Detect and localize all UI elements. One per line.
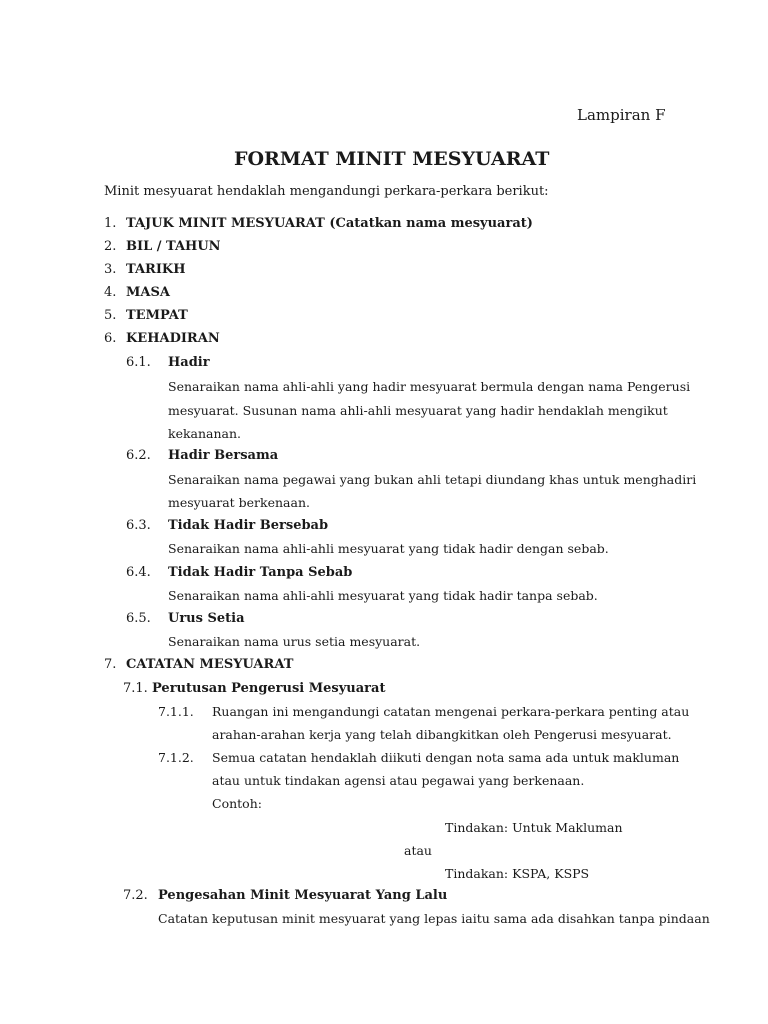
example-label: Contoh:: [212, 796, 262, 811]
subitem-6-3-number: 6.3.: [126, 518, 151, 533]
subitem-6-2-heading: Hadir Bersama: [168, 448, 279, 463]
item-7-text: CATATAN MESYUARAT: [126, 657, 294, 672]
subitem-6-1-line: Senaraikan nama ahli-ahli yang hadir mesyuarat bermula dengan nama Pengerusi: [168, 379, 691, 394]
subitem-6-5-line: Senaraikan nama urus setia mesyuarat.: [168, 634, 421, 649]
point-7-1-1-line: arahan-arahan kerja yang telah dibangkitkan oleh Pengerusi mesyuarat.: [212, 727, 672, 742]
subitem-6-2-line: Senaraikan nama pegawai yang bukan ahli tetapi diundang khas untuk menghadiri: [168, 472, 697, 487]
point-7-1-1-line: Ruangan ini mengandungi catatan mengenai perkara-perkara penting atau: [212, 704, 690, 719]
subitem-6-1-number: 6.1.: [126, 355, 151, 370]
subitem-6-1-line: kekananan.: [168, 426, 242, 441]
subitem-6-3-heading: Tidak Hadir Bersebab: [168, 518, 329, 533]
item-2-text: BIL / TAHUN: [126, 239, 221, 254]
item-4-number: 4.: [104, 285, 117, 300]
subitem-6-4-number: 6.4.: [126, 565, 151, 580]
item-7-number: 7.: [104, 657, 117, 672]
subitem-6-1-heading: Hadir: [168, 355, 210, 370]
point-7-1-2-line: Semua catatan hendaklah diikuti dengan nota sama ada untuk makluman: [212, 750, 680, 765]
item-4-text: MASA: [126, 285, 170, 300]
example-or: atau: [404, 843, 432, 858]
intro-text: Minit mesyuarat hendaklah mengandungi perkara-perkara berikut:: [104, 184, 549, 199]
item-5-text: TEMPAT: [126, 308, 188, 323]
example-action-1: Tindakan: Untuk Makluman: [445, 820, 623, 835]
item-3-number: 3.: [104, 262, 117, 277]
appendix-label: Lampiran F: [577, 106, 666, 124]
point-7-1-2-line: atau untuk tindakan agensi atau pegawai yang berkenaan.: [212, 773, 585, 788]
subitem-6-2-number: 6.2.: [126, 448, 151, 463]
subitem-6-4-line: Senaraikan nama ahli-ahli mesyuarat yang tidak hadir tanpa sebab.: [168, 588, 598, 603]
subitem-6-4-heading: Tidak Hadir Tanpa Sebab: [168, 565, 353, 580]
item-3-text: TARIKH: [126, 262, 186, 277]
subitem-7-2-number: 7.2.: [123, 888, 148, 903]
subitem-7-1-number: 7.1.: [123, 681, 148, 696]
subitem-7-2-heading: Pengesahan Minit Mesyuarat Yang Lalu: [158, 888, 448, 903]
subitem-7-2-line: Catatan keputusan minit mesyuarat yang lepas iaitu sama ada disahkan tanpa pindaan: [158, 911, 710, 926]
item-2-number: 2.: [104, 239, 117, 254]
subitem-6-1-line: mesyuarat. Susunan nama ahli-ahli mesyuarat yang hadir hendaklah mengikut: [168, 403, 668, 418]
item-5-number: 5.: [104, 308, 117, 323]
page-title: FORMAT MINIT MESYUARAT: [234, 148, 550, 170]
example-action-2: Tindakan: KSPA, KSPS: [445, 866, 590, 881]
item-6-number: 6.: [104, 331, 117, 346]
subitem-6-5-number: 6.5.: [126, 611, 151, 626]
point-7-1-2-number: 7.1.2.: [158, 750, 194, 765]
item-1-text: TAJUK MINIT MESYUARAT (Catatkan nama mesyuarat): [126, 216, 533, 231]
subitem-6-2-line: mesyuarat berkenaan.: [168, 495, 310, 510]
item-6-text: KEHADIRAN: [126, 331, 220, 346]
subitem-7-1-heading: Perutusan Pengerusi Mesyuarat: [152, 681, 386, 696]
subitem-6-3-line: Senaraikan nama ahli-ahli mesyuarat yang tidak hadir dengan sebab.: [168, 541, 609, 556]
subitem-6-5-heading: Urus Setia: [168, 611, 245, 626]
point-7-1-1-number: 7.1.1.: [158, 704, 194, 719]
item-1-number: 1.: [104, 216, 117, 231]
